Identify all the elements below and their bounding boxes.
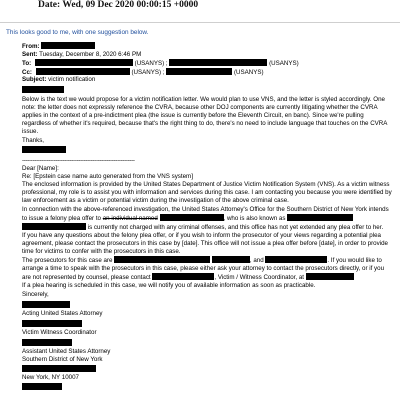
signature-1-title: Acting United States Attorney [22,309,103,317]
signature-2-title: Victim Witness Coordinator [22,328,97,336]
header-divider [0,22,400,23]
email-thanks: Thanks, [22,136,45,144]
redaction [22,320,82,327]
from-label: From: [22,43,40,50]
to-suffix-2: (USANYS) [269,60,299,68]
p2-end: is currently not charged with any criminal offenses, and this office has not yet extended any plea offer to her. [87,223,384,231]
subject-label: Subject: [22,76,47,84]
first-email-body [22,86,394,155]
p4-mid: . If you would like to arrange a time to speak with the prosecutors in this case, please either ask your attorney to contact the prosecutors directly, or if you are not represented by counsel, please contact [22,257,385,282]
to-row [22,59,392,68]
redaction [22,146,66,153]
p2-start: In connection with the above-referenced investigation, the United States Attorney's Office for the Southern District of New York intends to issue a felony plea offer to [22,205,389,222]
signature-3-city: New York, NY 10007 [22,374,79,382]
redaction [35,59,133,66]
redaction [22,223,86,230]
cc-suffix-2: (USANYS) [233,68,264,76]
redaction [22,339,72,346]
redaction [306,273,354,280]
letter-re-line: Re: [Epstein case name auto generated from the VNS system] [22,173,193,181]
subject-value: victim notification [48,76,96,84]
p4-start: The prosecutors for this case are [22,257,113,265]
redaction [265,256,327,263]
letter-paragraph-4 [22,256,394,282]
cc-label: Cc: [22,68,32,76]
p2-struck-text: an individual named [102,214,158,222]
redaction [169,59,267,66]
sent-label: Sent: [22,50,38,58]
redaction [22,365,96,372]
p4-end: , Victim / Witness Coordinator, at [214,274,305,282]
to-label: To: [22,60,32,68]
p2-mid: , who is also known as [223,214,286,222]
redaction [152,273,214,280]
letter-body [22,157,394,393]
redaction [22,301,70,308]
letter-paragraph-1: The enclosed information is provided by the United States Department of Justice Victim Notification System (VNS). As a victim witness professional, my role is to assist you with information and services during this case. I am contacting you because you were identified by law enforcement as a victim or potential victim during the investigation of the above criminal case. [22,181,392,205]
sent-row [22,51,392,60]
cc-suffix: (USANYS) ; [131,68,165,76]
redaction [160,214,224,221]
reply-text: This looks good to me, with one suggestion below. [6,29,149,36]
signature-3-office: Southern District of New York [22,356,103,364]
redaction [22,383,62,390]
email-date-line [38,0,198,10]
redaction [166,68,232,75]
email-paragraph: Below is the text we would propose for a victim notification letter. We would plan to use VNS, and the letter is styled accordingly. One note: the letter does not expressly reference the CVRA, because other DOJ components are currently litigating whether the CVRA applies in the context of a pre-indictment plea (the issue is currently before the Eleventh Circuit, en banc). Since we're pulling regardless of whether it's required, because that's the right thing to do, there's no need to include language that touches on the CVRA issue. [22,96,388,136]
date-value: Wed, 09 Dec 2020 00:00:15 +0000 [62,0,199,10]
sent-value: Tuesday, December 8, 2020 6:46 PM [39,50,142,58]
date-label: Date: [38,0,61,10]
p4-and: , and [249,257,264,265]
separator-line: ---------------------------------------------------------------- [22,157,135,164]
redaction [41,42,95,49]
letter-salutation: Dear [Name]: [22,165,59,173]
signature-3-title: Assistant United States Attorney [22,348,111,356]
redaction [114,256,210,263]
letter-closing: Sincerely, [22,290,49,298]
letter-paragraph-5: If a plea hearing is scheduled in this case, we will notify you of available information as soon as practicable. [22,282,316,290]
quoted-email-header [22,42,392,85]
subject-row [22,76,392,85]
cc-row [22,68,392,77]
letter-paragraph-2 [22,206,394,232]
redaction [287,214,353,221]
to-suffix: (USANYS) ; [134,60,168,68]
redaction [212,256,250,263]
redaction [22,86,64,93]
redaction [36,68,130,75]
from-row [22,42,392,51]
letter-paragraph-3: If you have any questions about the felony plea offer, or if you wish to inform the prosecutor of your views regarding a potential plea agreement, please contact the prosecutors in this case by [date]. This office will not issue a plea offer before [date], in order to provide time for victims to confer with the prosecutors in this case. [22,231,388,256]
